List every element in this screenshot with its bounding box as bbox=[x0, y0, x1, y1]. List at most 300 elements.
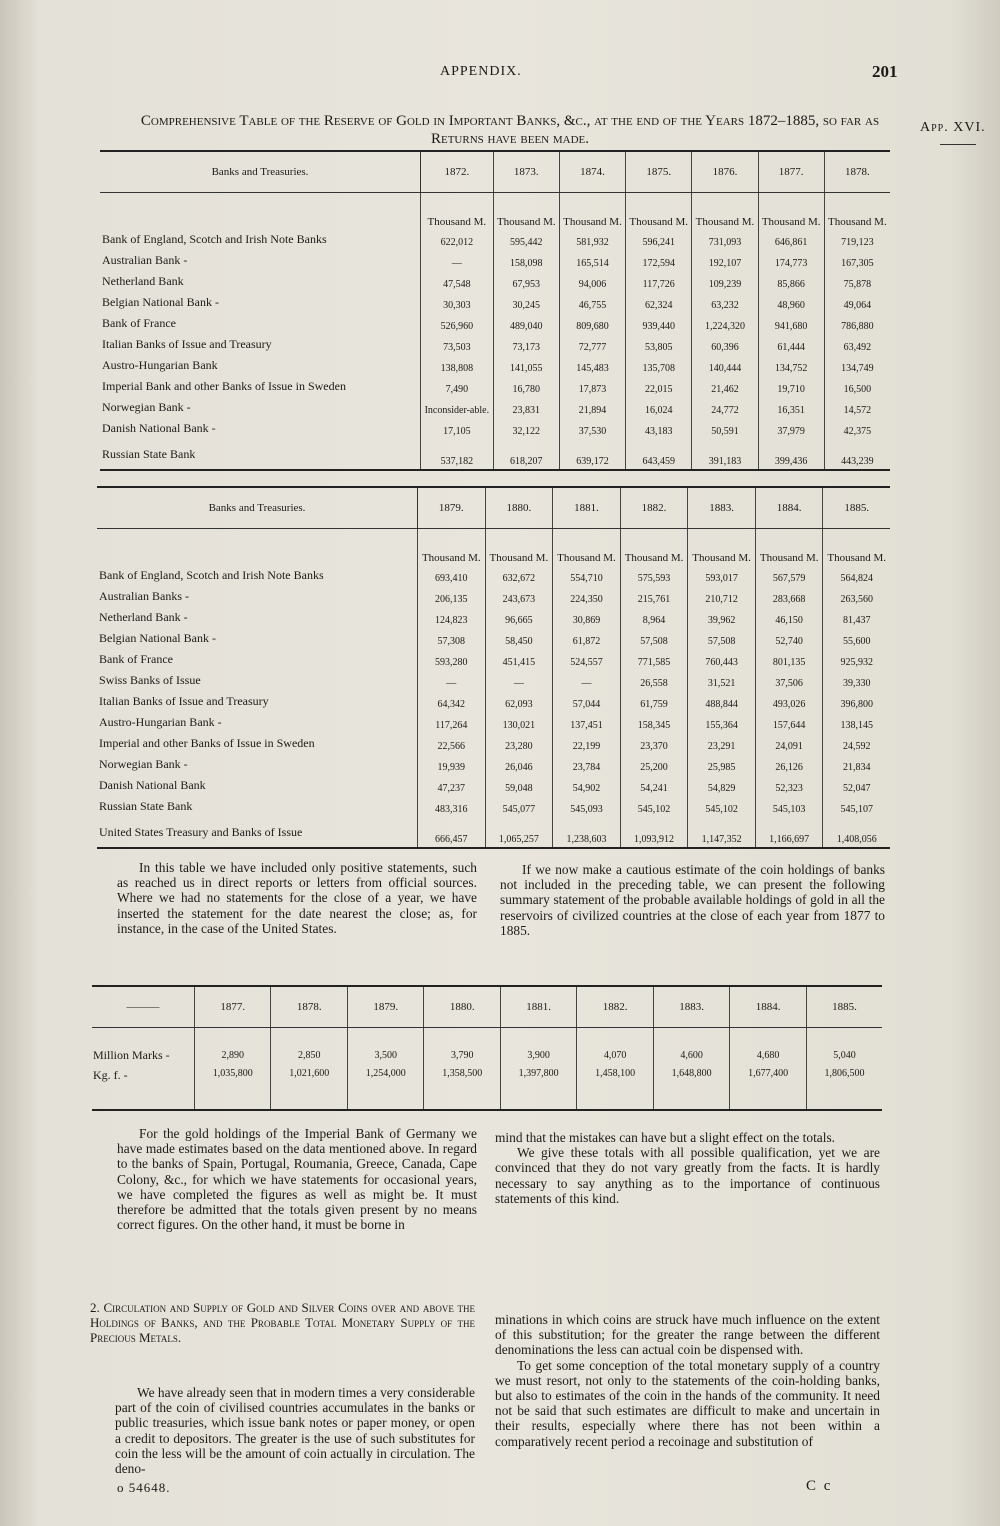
table-cell: 17,105 bbox=[421, 418, 494, 439]
table-cell: 26,126 bbox=[755, 754, 823, 775]
table-cell: 25,200 bbox=[620, 754, 688, 775]
table-cell: 1,147,352 bbox=[688, 817, 756, 848]
table-cell: 451,415 bbox=[485, 649, 553, 670]
table-row bbox=[97, 670, 890, 691]
table-cell: 941,680 bbox=[758, 313, 824, 334]
table-cell: 37,530 bbox=[559, 418, 625, 439]
paragraph-totals: We give these totals with all possible qualification, yet we are convinced that they do not vary greatly from the facts. It is hardly necessary to say anything as to the importance of continuous statements of this kind. bbox=[495, 1145, 880, 1206]
table-cell: 399,436 bbox=[758, 439, 824, 470]
table-cell: 52,323 bbox=[755, 775, 823, 796]
table-cell: 622,012 bbox=[421, 229, 494, 250]
table-cell: 760,443 bbox=[688, 649, 756, 670]
table-cell: 19,710 bbox=[758, 376, 824, 397]
table-cell: 57,308 bbox=[418, 628, 486, 649]
table-body bbox=[100, 193, 890, 471]
table-cell: 1,238,603 bbox=[553, 817, 621, 848]
table-cell: 81,437 bbox=[823, 607, 890, 628]
bank-name: Norwegian Bank - bbox=[99, 757, 188, 771]
estimated-gold-holdings-table bbox=[92, 985, 882, 1111]
table-cell: 52,740 bbox=[755, 628, 823, 649]
table-cell: 75,878 bbox=[824, 271, 890, 292]
table-cell: 94,006 bbox=[559, 271, 625, 292]
table-cell: 526,960 bbox=[421, 313, 494, 334]
table-cell: 134,752 bbox=[758, 355, 824, 376]
table-cell: 31,521 bbox=[688, 670, 756, 691]
table-cell: 8,964 bbox=[620, 607, 688, 628]
table-cell: 14,572 bbox=[824, 397, 890, 418]
paragraph-continuation: mind that the mistakes can have but a slight effect on the totals. bbox=[495, 1130, 836, 1145]
table-cell: 30,869 bbox=[553, 607, 621, 628]
table-row bbox=[97, 754, 890, 775]
table-cell: 2,850 bbox=[271, 1028, 347, 1068]
bank-name: Australian Bank - bbox=[102, 253, 188, 267]
table-cell: Inconsider-able. bbox=[421, 397, 494, 418]
table-cell: 50,591 bbox=[692, 418, 758, 439]
unit-label: Thousand M. bbox=[823, 529, 890, 566]
paragraph-modern-times: We have already seen that in modern times a very considerable part of the coin of civilised countries accumulates in the banks or public treasuries, which issue bank notes or paper money, or open a credit to depositors. The greater is the use of such substitutes for coin the less will be the amount of coin actually in circulation. The deno- bbox=[115, 1385, 475, 1477]
table-cell: 23,370 bbox=[620, 733, 688, 754]
unit-label: Thousand M. bbox=[692, 193, 758, 230]
table-cell: 1,806,500 bbox=[806, 1067, 882, 1110]
table-cell: 30,245 bbox=[493, 292, 559, 313]
bank-name: Netherland Bank bbox=[102, 274, 184, 288]
table-cell: 54,241 bbox=[620, 775, 688, 796]
paragraph-cautious-estimate: If we now make a cautious estimate of the coin holdings of banks not included in the preceding table, we can present the following summary statement of the probable available holdings of gold in all the reservoirs of civilized countries at the close of each year from 1877 to 1885. bbox=[500, 862, 885, 938]
table-cell: 124,823 bbox=[418, 607, 486, 628]
bank-name: Bank of England, Scotch and Irish Note Banks bbox=[99, 568, 324, 582]
bank-name: Austro-Hungarian Bank - bbox=[99, 715, 222, 729]
table-row bbox=[100, 439, 890, 470]
table-cell: 16,351 bbox=[758, 397, 824, 418]
bank-name: Imperial and other Banks of Issue in Sweden bbox=[99, 736, 315, 750]
table-cell: 24,772 bbox=[692, 397, 758, 418]
table-row bbox=[92, 1028, 882, 1068]
signature-mark: C c bbox=[806, 1478, 833, 1494]
table-cell: 16,780 bbox=[493, 376, 559, 397]
table-cell: 57,508 bbox=[620, 628, 688, 649]
unit-label: Thousand M. bbox=[559, 193, 625, 230]
table-cell: 17,873 bbox=[559, 376, 625, 397]
table-cell: 167,305 bbox=[824, 250, 890, 271]
table-row bbox=[100, 355, 890, 376]
table-cell: 55,600 bbox=[823, 628, 890, 649]
table-cell: 1,065,257 bbox=[485, 817, 553, 848]
table-cell: 1,224,320 bbox=[692, 313, 758, 334]
table-cell: — bbox=[418, 670, 486, 691]
year-header: 1881. bbox=[500, 986, 576, 1028]
table-cell: 130,021 bbox=[485, 712, 553, 733]
table-cell: 593,017 bbox=[688, 565, 756, 586]
year-header: 1878. bbox=[271, 986, 347, 1028]
table-cell: 1,021,600 bbox=[271, 1067, 347, 1110]
table-cell: 215,761 bbox=[620, 586, 688, 607]
table-cell: 593,280 bbox=[418, 649, 486, 670]
year-header: 1874. bbox=[559, 151, 625, 193]
table-cell: 1,166,697 bbox=[755, 817, 823, 848]
table-cell: 23,831 bbox=[493, 397, 559, 418]
table-cell: 53,805 bbox=[626, 334, 692, 355]
table-cell: 64,342 bbox=[418, 691, 486, 712]
table-cell: 545,107 bbox=[823, 796, 890, 817]
paragraph-denominations bbox=[495, 1312, 880, 1449]
table-cell: 61,444 bbox=[758, 334, 824, 355]
year-header: 1882. bbox=[620, 487, 688, 529]
table-cell: 63,232 bbox=[692, 292, 758, 313]
table-cell: 443,239 bbox=[824, 439, 890, 470]
table-cell: 109,239 bbox=[692, 271, 758, 292]
running-header: APPENDIX. bbox=[440, 64, 522, 79]
year-header: 1877. bbox=[758, 151, 824, 193]
table-cell: 22,199 bbox=[553, 733, 621, 754]
table-cell: 158,345 bbox=[620, 712, 688, 733]
year-header: 1878. bbox=[824, 151, 890, 193]
table-cell: 158,098 bbox=[493, 250, 559, 271]
table-cell: 1,397,800 bbox=[500, 1067, 576, 1110]
year-header: 1873. bbox=[493, 151, 559, 193]
table-cell: 632,672 bbox=[485, 565, 553, 586]
table-cell: 73,503 bbox=[421, 334, 494, 355]
table-cell: 4,070 bbox=[577, 1028, 653, 1068]
table-cell: 554,710 bbox=[553, 565, 621, 586]
table-cell: 7,490 bbox=[421, 376, 494, 397]
appendix-rule bbox=[940, 144, 976, 145]
bank-name: Imperial Bank and other Banks of Issue in Sweden bbox=[102, 379, 346, 393]
table-cell: 564,824 bbox=[823, 565, 890, 586]
table-cell: 545,102 bbox=[620, 796, 688, 817]
bank-name: Bank of England, Scotch and Irish Note Banks bbox=[102, 232, 327, 246]
table-cell: 72,777 bbox=[559, 334, 625, 355]
table-cell: 1,093,912 bbox=[620, 817, 688, 848]
table-cell: 1,648,800 bbox=[653, 1067, 729, 1110]
row-label: Million Marks - bbox=[93, 1047, 170, 1062]
table-cell: 30,303 bbox=[421, 292, 494, 313]
table-cell: 37,506 bbox=[755, 670, 823, 691]
section-heading: 2. Circulation and Supply of Gold and Silver Coins over and above the Holdings of Banks, and the Probable Total Monetary Supply of the Precious Metals. bbox=[90, 1300, 475, 1345]
table-cell: 206,135 bbox=[418, 586, 486, 607]
table-cell: 52,047 bbox=[823, 775, 890, 796]
table-row bbox=[100, 271, 890, 292]
table-cell: 24,091 bbox=[755, 733, 823, 754]
table-cell: 1,458,100 bbox=[577, 1067, 653, 1110]
table-cell: 391,183 bbox=[692, 439, 758, 470]
table-cell: 396,800 bbox=[823, 691, 890, 712]
paragraph-monetary-supply: To get some conception of the total monetary supply of a country we must resort, not only to the statements of the coin-holding banks, but also to estimates of the coin in the hands of the community. It need not be said that such estimates are difficult to make and uncertain in their results, especially where there has not been within a comparatively recent period a recoinage and substitution of bbox=[495, 1357, 880, 1449]
table-cell: 140,444 bbox=[692, 355, 758, 376]
table-cell: 3,900 bbox=[500, 1028, 576, 1068]
bank-name: Danish National Bank bbox=[99, 778, 206, 792]
table-cell: 567,579 bbox=[755, 565, 823, 586]
table-cell: 488,844 bbox=[688, 691, 756, 712]
table-cell: 39,330 bbox=[823, 670, 890, 691]
bank-name: Belgian National Bank - bbox=[99, 631, 216, 645]
table-cell: — bbox=[553, 670, 621, 691]
year-header: 1879. bbox=[347, 986, 423, 1028]
bank-name: Italian Banks of Issue and Treasury bbox=[99, 694, 269, 708]
unit-row-spacer bbox=[100, 193, 421, 230]
table-cell: 786,880 bbox=[824, 313, 890, 334]
year-header: 1879. bbox=[418, 487, 486, 529]
bank-name: United States Treasury and Banks of Issue bbox=[97, 817, 418, 848]
table-row bbox=[100, 229, 890, 250]
table-cell: 32,122 bbox=[493, 418, 559, 439]
table-cell: 62,093 bbox=[485, 691, 553, 712]
unit-label: Thousand M. bbox=[485, 529, 553, 566]
table-cell: 85,866 bbox=[758, 271, 824, 292]
table-title: Comprehensive Table of the Reserve of Gold in Important Banks, &c., at the end of the Years 1872–1885, so far as Returns have been made. bbox=[140, 113, 880, 147]
year-header: 1884. bbox=[755, 487, 823, 529]
year-header: 1875. bbox=[626, 151, 692, 193]
table-cell: 48,960 bbox=[758, 292, 824, 313]
table-header-row bbox=[100, 151, 890, 193]
table-cell: 57,044 bbox=[553, 691, 621, 712]
table-row bbox=[100, 418, 890, 439]
table-cell: 26,558 bbox=[620, 670, 688, 691]
year-header: 1883. bbox=[688, 487, 756, 529]
year-header: 1884. bbox=[730, 986, 806, 1028]
table-cell: 59,048 bbox=[485, 775, 553, 796]
unit-label: Thousand M. bbox=[758, 193, 824, 230]
table-cell: 23,291 bbox=[688, 733, 756, 754]
corner-dash: ——— bbox=[92, 986, 195, 1028]
table-cell: 192,107 bbox=[692, 250, 758, 271]
year-header: 1880. bbox=[485, 487, 553, 529]
table-cell: 26,046 bbox=[485, 754, 553, 775]
gold-reserve-table-1879-1885 bbox=[97, 486, 890, 849]
table-cell: 117,726 bbox=[626, 271, 692, 292]
table-cell: 524,557 bbox=[553, 649, 621, 670]
table-cell: 4,600 bbox=[653, 1028, 729, 1068]
table-cell: 25,985 bbox=[688, 754, 756, 775]
table-cell: 37,979 bbox=[758, 418, 824, 439]
bank-name: Italian Banks of Issue and Treasury bbox=[102, 337, 272, 351]
table-cell: 42,375 bbox=[824, 418, 890, 439]
print-reference: o 54648. bbox=[117, 1480, 171, 1495]
table-cell: 595,442 bbox=[493, 229, 559, 250]
table-cell: 283,668 bbox=[755, 586, 823, 607]
table-row bbox=[97, 628, 890, 649]
unit-row bbox=[97, 529, 890, 566]
table-cell: 54,902 bbox=[553, 775, 621, 796]
table-cell: 58,450 bbox=[485, 628, 553, 649]
table-cell: 49,064 bbox=[824, 292, 890, 313]
bank-name: Swiss Banks of Issue bbox=[99, 673, 201, 687]
table-cell: 3,790 bbox=[424, 1028, 500, 1068]
table-cell: 61,759 bbox=[620, 691, 688, 712]
year-header: 1885. bbox=[806, 986, 882, 1028]
table-cell: 263,560 bbox=[823, 586, 890, 607]
table-cell: 809,680 bbox=[559, 313, 625, 334]
table-cell: 63,492 bbox=[824, 334, 890, 355]
table-row bbox=[100, 334, 890, 355]
unit-label: Thousand M. bbox=[418, 529, 486, 566]
paragraph-imperial-bank: For the gold holdings of the Imperial Bank of Germany we have made estimates based on the data mentioned above. In regard to the banks of Spain, Portugal, Roumania, Greece, Canada, Cape Colony, &c., for which we have statements for occasional years, we have completed the figures as well as might be. It must therefore be admitted that the totals given present by no means correct figures. On the other hand, it must be borne in bbox=[117, 1126, 477, 1233]
table-cell: 117,264 bbox=[418, 712, 486, 733]
unit-label: Thousand M. bbox=[626, 193, 692, 230]
table-cell: 23,280 bbox=[485, 733, 553, 754]
table-cell: 62,324 bbox=[626, 292, 692, 313]
table-cell: 138,808 bbox=[421, 355, 494, 376]
year-header: 1883. bbox=[653, 986, 729, 1028]
table-body bbox=[97, 529, 890, 849]
bank-name: Russian State Bank bbox=[100, 439, 421, 470]
unit-label: Thousand M. bbox=[493, 193, 559, 230]
table-row bbox=[97, 649, 890, 670]
table-cell: 141,055 bbox=[493, 355, 559, 376]
table-cell: 47,237 bbox=[418, 775, 486, 796]
unit-label: Thousand M. bbox=[688, 529, 756, 566]
table-cell: 2,890 bbox=[195, 1028, 271, 1068]
table-cell: 57,508 bbox=[688, 628, 756, 649]
table-cell: 96,665 bbox=[485, 607, 553, 628]
table-cell: 210,712 bbox=[688, 586, 756, 607]
table-cell: 1,358,500 bbox=[424, 1067, 500, 1110]
table-cell: 771,585 bbox=[620, 649, 688, 670]
table-cell: — bbox=[421, 250, 494, 271]
table-cell: 138,145 bbox=[823, 712, 890, 733]
table-cell: 3,500 bbox=[347, 1028, 423, 1068]
table-cell: 21,894 bbox=[559, 397, 625, 418]
table-cell: 22,015 bbox=[626, 376, 692, 397]
table-cell: 1,677,400 bbox=[730, 1067, 806, 1110]
table-cell: 54,829 bbox=[688, 775, 756, 796]
year-header: 1876. bbox=[692, 151, 758, 193]
table-cell: 666,457 bbox=[418, 817, 486, 848]
year-header: 1877. bbox=[195, 986, 271, 1028]
table-row bbox=[97, 817, 890, 848]
table-cell: 19,939 bbox=[418, 754, 486, 775]
table-cell: 145,483 bbox=[559, 355, 625, 376]
table-cell: 16,500 bbox=[824, 376, 890, 397]
table-cell: 545,103 bbox=[755, 796, 823, 817]
unit-label: Thousand M. bbox=[755, 529, 823, 566]
table-row bbox=[100, 313, 890, 334]
unit-row bbox=[100, 193, 890, 230]
table-cell: 157,644 bbox=[755, 712, 823, 733]
table-row bbox=[97, 691, 890, 712]
table-cell: 545,102 bbox=[688, 796, 756, 817]
year-header: 1880. bbox=[424, 986, 500, 1028]
bank-name: Belgian National Bank - bbox=[102, 295, 219, 309]
table-cell: 1,408,056 bbox=[823, 817, 890, 848]
table-cell: — bbox=[485, 670, 553, 691]
table-cell: 47,548 bbox=[421, 271, 494, 292]
bank-column-header: Banks and Treasuries. bbox=[97, 487, 418, 529]
bank-column-header: Banks and Treasuries. bbox=[100, 151, 421, 193]
unit-label: Thousand M. bbox=[421, 193, 494, 230]
table-cell: 581,932 bbox=[559, 229, 625, 250]
table-cell: 23,784 bbox=[553, 754, 621, 775]
table-row bbox=[92, 1067, 882, 1110]
paragraph-qualification bbox=[495, 1130, 880, 1206]
gold-reserve-table-1872-1878 bbox=[100, 150, 890, 471]
unit-label: Thousand M. bbox=[553, 529, 621, 566]
table-cell: 1,254,000 bbox=[347, 1067, 423, 1110]
paragraph-continuation: minations in which coins are struck have much influence on the extent of this substitution; for the greater the range between the different denominations the less can actual coin be dispensed with. bbox=[495, 1312, 880, 1358]
table-cell: 925,932 bbox=[823, 649, 890, 670]
table-cell: 4,680 bbox=[730, 1028, 806, 1068]
table-cell: 73,173 bbox=[493, 334, 559, 355]
year-header: 1885. bbox=[823, 487, 890, 529]
table-cell: 174,773 bbox=[758, 250, 824, 271]
table-cell: 24,592 bbox=[823, 733, 890, 754]
table-row bbox=[97, 607, 890, 628]
table-cell: 618,207 bbox=[493, 439, 559, 470]
paragraph-positive-statements: In this table we have included only positive statements, such as reached us in direct reports or letters from official sources. Where we had no statements for the close of a year, we have inserted the statement for the date nearest the close; as, for instance, in the case of the United States. bbox=[117, 860, 477, 936]
table-row bbox=[97, 775, 890, 796]
bank-name: Norwegian Bank - bbox=[102, 400, 191, 414]
table-header-row bbox=[97, 487, 890, 529]
table-header-row bbox=[92, 986, 882, 1028]
table-cell: 155,364 bbox=[688, 712, 756, 733]
bank-name: Bank of France bbox=[99, 652, 173, 666]
year-header: 1872. bbox=[421, 151, 494, 193]
table-row bbox=[100, 292, 890, 313]
table-cell: 719,123 bbox=[824, 229, 890, 250]
table-cell: 243,673 bbox=[485, 586, 553, 607]
table-cell: 939,440 bbox=[626, 313, 692, 334]
bank-name: Netherland Bank - bbox=[99, 610, 188, 624]
row-label: Kg. f. - bbox=[92, 1067, 195, 1110]
bank-name: Australian Banks - bbox=[99, 589, 189, 603]
table-cell: 61,872 bbox=[553, 628, 621, 649]
table-cell: 60,396 bbox=[692, 334, 758, 355]
table-cell: 646,861 bbox=[758, 229, 824, 250]
unit-label: Thousand M. bbox=[620, 529, 688, 566]
table-row bbox=[100, 397, 890, 418]
table-cell: 537,182 bbox=[421, 439, 494, 470]
table-cell: 67,953 bbox=[493, 271, 559, 292]
table-cell: 545,093 bbox=[553, 796, 621, 817]
table-cell: 483,316 bbox=[418, 796, 486, 817]
table-cell: 165,514 bbox=[559, 250, 625, 271]
table-cell: 693,410 bbox=[418, 565, 486, 586]
table-row bbox=[97, 712, 890, 733]
table-cell: 46,150 bbox=[755, 607, 823, 628]
table-cell: 46,755 bbox=[559, 292, 625, 313]
appendix-tag: App. XVI. bbox=[920, 120, 986, 135]
table-row bbox=[97, 565, 890, 586]
table-cell: 596,241 bbox=[626, 229, 692, 250]
bank-name: Austro-Hungarian Bank bbox=[102, 358, 218, 372]
bank-name: Russian State Bank bbox=[99, 799, 193, 813]
table-cell: 172,594 bbox=[626, 250, 692, 271]
table-cell: 137,451 bbox=[553, 712, 621, 733]
table-cell: 575,593 bbox=[620, 565, 688, 586]
bank-name: Bank of France bbox=[102, 316, 176, 330]
table-cell: 21,834 bbox=[823, 754, 890, 775]
table-cell: 545,077 bbox=[485, 796, 553, 817]
table-cell: 224,350 bbox=[553, 586, 621, 607]
table-row bbox=[97, 733, 890, 754]
unit-label: Thousand M. bbox=[824, 193, 890, 230]
table-cell: 5,040 bbox=[806, 1028, 882, 1068]
table-cell: 134,749 bbox=[824, 355, 890, 376]
table-row bbox=[97, 796, 890, 817]
table-cell: 135,708 bbox=[626, 355, 692, 376]
table-cell: 639,172 bbox=[559, 439, 625, 470]
table-cell: 489,040 bbox=[493, 313, 559, 334]
year-header: 1881. bbox=[553, 487, 621, 529]
table-cell: 16,024 bbox=[626, 397, 692, 418]
table-cell: 643,459 bbox=[626, 439, 692, 470]
table-cell: 43,183 bbox=[626, 418, 692, 439]
unit-row-spacer bbox=[97, 529, 418, 566]
table-cell: 801,135 bbox=[755, 649, 823, 670]
page-number: 201 bbox=[872, 62, 898, 81]
table-row bbox=[100, 376, 890, 397]
table-row bbox=[100, 250, 890, 271]
table-row bbox=[97, 586, 890, 607]
